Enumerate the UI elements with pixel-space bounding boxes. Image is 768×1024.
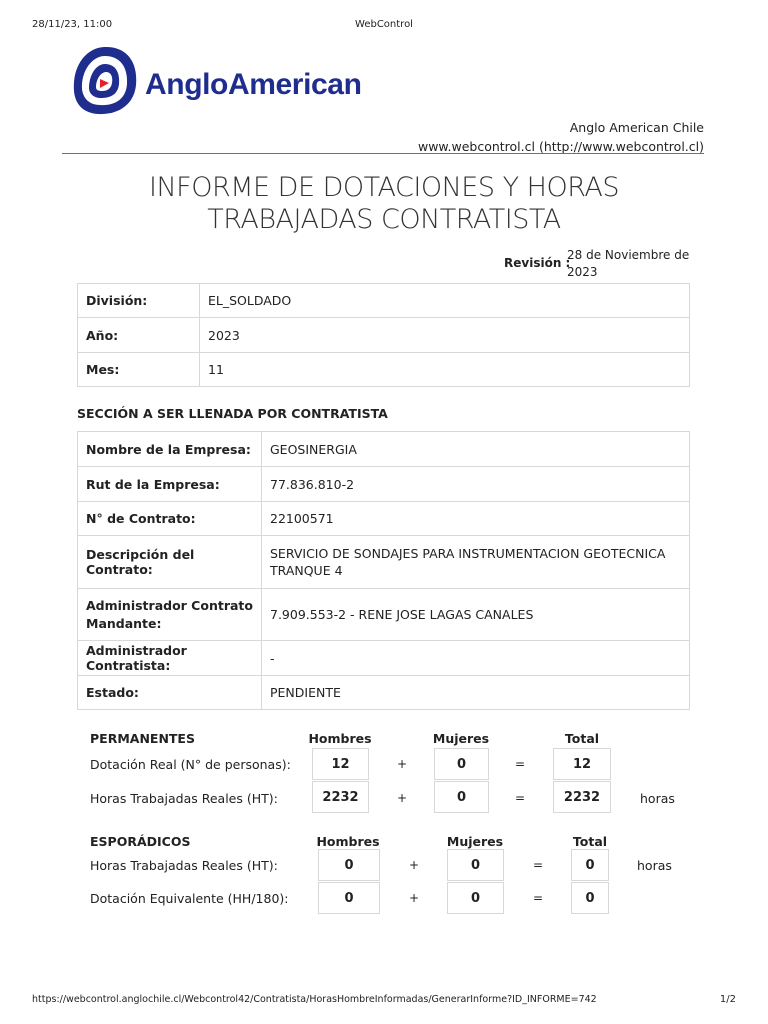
month-value: 11: [200, 353, 690, 387]
permanentes-total-header: Total: [564, 731, 600, 746]
status-value: PENDIENTE: [262, 676, 690, 710]
dotacion-equivalente-hombres: 0: [318, 882, 380, 914]
report-title-line1: INFORME DE DOTACIONES Y HORAS: [149, 172, 619, 203]
company-rut-value: 77.836.810-2: [262, 467, 690, 502]
contractor-admin-label: Administrador Contratista:: [78, 641, 262, 676]
company-website-link[interactable]: www.webcontrol.cl (http://www.webcontrol.cl): [417, 139, 704, 154]
division-value: EL_SOLDADO: [200, 284, 690, 318]
plus-operator: +: [396, 757, 408, 771]
dotacion-real-mujeres: 0: [434, 748, 489, 780]
dotacion-real-total: 12: [553, 748, 611, 780]
permanentes-hombres-header: Hombres: [308, 731, 372, 746]
contract-description-label: Descripción del Contrato:: [78, 536, 262, 589]
print-url: https://webcontrol.anglochile.cl/Webcontrol42/Contratista/HorasHombreInformadas/GenerarInforme?ID_INFORME=742: [32, 994, 597, 1005]
horas-reales-label: Horas Trabajadas Reales (HT):: [90, 791, 278, 806]
year-value: 2023: [200, 318, 690, 353]
division-label: División:: [78, 284, 200, 318]
company-rut-label: Rut de la Empresa:: [78, 467, 262, 502]
esporadicos-horas-hombres: 0: [318, 849, 380, 881]
mandante-admin-label: Administrador Contrato Mandante:: [78, 589, 262, 641]
dotacion-real-label: Dotación Real (N° de personas):: [90, 757, 291, 772]
report-title-line2: TRABAJADAS CONTRATISTA: [207, 204, 561, 235]
contract-number-label: N° de Contrato:: [78, 502, 262, 536]
print-page-number: 1/2: [719, 994, 736, 1005]
report-title: [0, 172, 768, 236]
dotacion-real-hombres: 12: [312, 748, 369, 780]
contract-number-value: 22100571: [262, 502, 690, 536]
table-row: [78, 284, 690, 318]
table-row: [78, 589, 690, 641]
header-divider: [62, 153, 704, 154]
horas-reales-total: 2232: [553, 781, 611, 813]
horas-reales-hombres: 2232: [312, 781, 369, 813]
esporadicos-horas-label: Horas Trabajadas Reales (HT):: [90, 858, 278, 873]
company-name-label: Nombre de la Empresa:: [78, 432, 262, 467]
equals-operator: =: [514, 791, 526, 805]
table-row: [78, 641, 690, 676]
brand-wordmark: AngloAmerican: [145, 68, 362, 101]
equals-operator: =: [532, 858, 544, 872]
equals-operator: =: [532, 891, 544, 905]
esporadicos-title: ESPORÁDICOS: [90, 834, 191, 849]
esporadicos-total-header: Total: [572, 834, 608, 849]
equals-operator: =: [514, 757, 526, 771]
print-datetime: 28/11/23, 11:00: [32, 19, 113, 30]
permanentes-mujeres-header: Mujeres: [432, 731, 490, 746]
company-name: Anglo American Chile: [569, 120, 704, 135]
esporadicos-mujeres-header: Mujeres: [446, 834, 504, 849]
company-block: [418, 118, 704, 156]
month-label: Mes:: [78, 353, 200, 387]
dotacion-equivalente-label: Dotación Equivalente (HH/180):: [90, 891, 289, 906]
plus-operator: +: [396, 791, 408, 805]
contract-description-value: SERVICIO DE SONDAJES PARA INSTRUMENTACION GEOTECNICA TRANQUE 4: [262, 536, 690, 589]
table-row: [78, 676, 690, 710]
table-row: [78, 318, 690, 353]
dotacion-equivalente-total: 0: [571, 882, 609, 914]
contractor-admin-value: -: [262, 641, 690, 676]
company-name-value: GEOSINERGIA: [262, 432, 690, 467]
status-label: Estado:: [78, 676, 262, 710]
horas-unit: horas: [640, 791, 675, 806]
esporadicos-horas-total: 0: [571, 849, 609, 881]
contract-table: [77, 431, 690, 710]
table-row: [78, 502, 690, 536]
mandante-admin-value: 7.909.553-2 - RENE JOSE LAGAS CANALES: [262, 589, 690, 641]
revision-date: 28 de Noviembre de 2023: [567, 248, 690, 279]
permanentes-title: PERMANENTES: [90, 731, 195, 746]
esporadicos-hombres-header: Hombres: [316, 834, 380, 849]
section-title: SECCIÓN A SER LLENADA POR CONTRATISTA: [77, 406, 388, 421]
table-row: [78, 467, 690, 502]
print-page-title: WebControl: [355, 19, 413, 30]
plus-operator: +: [408, 891, 420, 905]
plus-operator: +: [408, 858, 420, 872]
dotacion-equivalente-mujeres: 0: [447, 882, 504, 914]
year-label: Año:: [78, 318, 200, 353]
horas-reales-mujeres: 0: [434, 781, 489, 813]
revision-label: Revisión :: [504, 256, 571, 270]
esporadicos-horas-mujeres: 0: [447, 849, 504, 881]
horas-unit: horas: [637, 858, 672, 873]
table-row: [78, 536, 690, 589]
table-row: [78, 353, 690, 387]
table-row: [78, 432, 690, 467]
info-table: [77, 283, 690, 387]
